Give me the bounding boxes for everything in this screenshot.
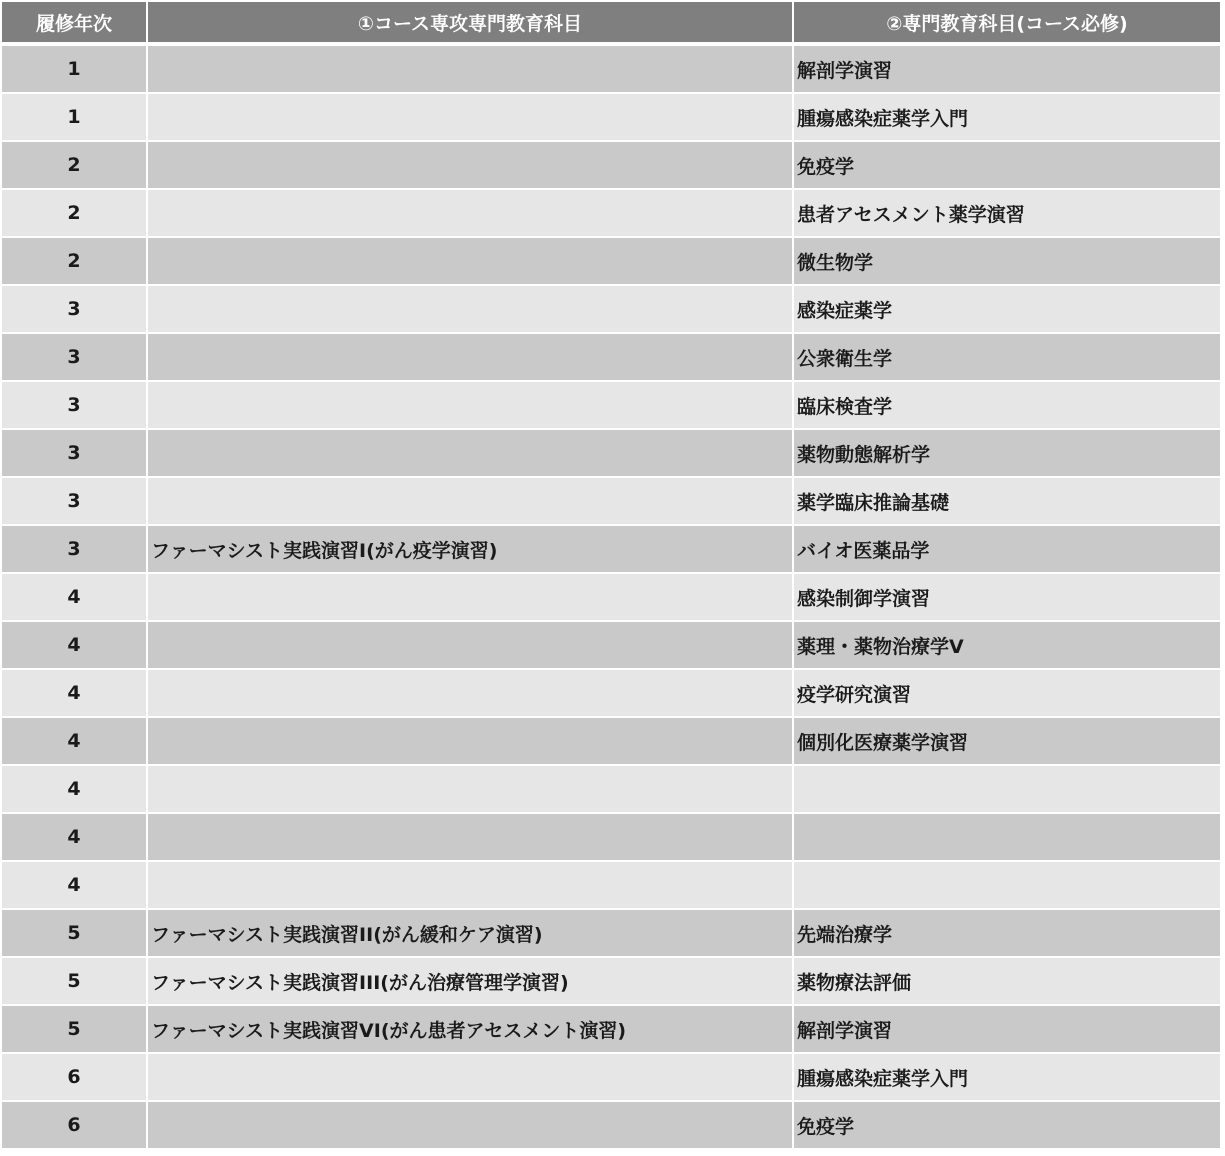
course-major-cell [148, 574, 794, 622]
table-row [2, 430, 1220, 478]
year-cell: 4 [2, 574, 148, 622]
course-required-cell: 微生物学 [794, 238, 1220, 286]
header-row [2, 2, 1220, 46]
course-major-cell [148, 286, 794, 334]
course-required-cell: 腫瘍感染症薬学入門 [794, 1054, 1220, 1102]
course-major-cell: ファーマシスト実践演習VI(がん患者アセスメント演習) [148, 1006, 794, 1054]
year-cell: 5 [2, 1006, 148, 1054]
course-required-cell: 先端治療学 [794, 910, 1220, 958]
year-cell: 3 [2, 286, 148, 334]
table-row [2, 46, 1220, 94]
year-cell: 3 [2, 430, 148, 478]
table-row [2, 1054, 1220, 1102]
year-cell: 6 [2, 1102, 148, 1150]
course-required-cell: 感染症薬学 [794, 286, 1220, 334]
table-row [2, 142, 1220, 190]
course-major-cell [148, 718, 794, 766]
course-major-cell [148, 478, 794, 526]
year-cell: 4 [2, 622, 148, 670]
course-required-cell: バイオ医薬品学 [794, 526, 1220, 574]
table-row [2, 526, 1220, 574]
table-row [2, 622, 1220, 670]
table-row [2, 862, 1220, 910]
course-required-cell [794, 862, 1220, 910]
course-major-cell [148, 622, 794, 670]
course-major-cell [148, 238, 794, 286]
table-row [2, 574, 1220, 622]
course-major-cell: ファーマシスト実践演習III(がん治療管理学演習) [148, 958, 794, 1006]
year-cell: 4 [2, 718, 148, 766]
course-required-cell: 薬物療法評価 [794, 958, 1220, 1006]
course-major-cell [148, 862, 794, 910]
table-row [2, 718, 1220, 766]
table-row [2, 334, 1220, 382]
course-required-cell: 解剖学演習 [794, 1006, 1220, 1054]
table-row [2, 286, 1220, 334]
course-major-cell [148, 1102, 794, 1150]
course-required-cell: 薬理・薬物治療学V [794, 622, 1220, 670]
table-row [2, 958, 1220, 1006]
table-body [2, 46, 1220, 1150]
year-cell: 1 [2, 94, 148, 142]
table-row [2, 190, 1220, 238]
table-row [2, 1006, 1220, 1054]
year-cell: 2 [2, 190, 148, 238]
course-required-cell [794, 766, 1220, 814]
table-header [2, 2, 1220, 46]
course-major-cell: ファーマシスト実践演習I(がん疫学演習) [148, 526, 794, 574]
header-course-major: ①コース専攻専門教育科目 [148, 2, 794, 46]
year-cell: 6 [2, 1054, 148, 1102]
course-required-cell: 臨床検査学 [794, 382, 1220, 430]
year-cell: 4 [2, 862, 148, 910]
course-major-cell [148, 766, 794, 814]
year-cell: 3 [2, 478, 148, 526]
table-row [2, 1102, 1220, 1150]
course-required-cell: 患者アセスメント薬学演習 [794, 190, 1220, 238]
year-cell: 1 [2, 46, 148, 94]
course-required-cell: 薬学臨床推論基礎 [794, 478, 1220, 526]
year-cell: 3 [2, 382, 148, 430]
curriculum-table [2, 2, 1220, 1150]
year-cell: 3 [2, 334, 148, 382]
course-major-cell [148, 46, 794, 94]
course-major-cell [148, 430, 794, 478]
course-major-cell [148, 814, 794, 862]
course-major-cell [148, 334, 794, 382]
year-cell: 5 [2, 958, 148, 1006]
course-major-cell [148, 382, 794, 430]
course-required-cell: 公衆衛生学 [794, 334, 1220, 382]
year-cell: 2 [2, 142, 148, 190]
course-required-cell: 免疫学 [794, 1102, 1220, 1150]
table-row [2, 766, 1220, 814]
table-row [2, 814, 1220, 862]
table-row [2, 382, 1220, 430]
course-major-cell [148, 190, 794, 238]
table-row [2, 910, 1220, 958]
table-row [2, 94, 1220, 142]
course-required-cell: 免疫学 [794, 142, 1220, 190]
course-required-cell [794, 814, 1220, 862]
header-course-required: ②専門教育科目(コース必修) [794, 2, 1220, 46]
year-cell: 4 [2, 766, 148, 814]
course-major-cell [148, 142, 794, 190]
course-major-cell [148, 670, 794, 718]
course-required-cell: 感染制御学演習 [794, 574, 1220, 622]
course-required-cell: 腫瘍感染症薬学入門 [794, 94, 1220, 142]
course-major-cell: ファーマシスト実践演習II(がん緩和ケア演習) [148, 910, 794, 958]
table-row [2, 670, 1220, 718]
year-cell: 5 [2, 910, 148, 958]
course-major-cell [148, 1054, 794, 1102]
course-required-cell: 薬物動態解析学 [794, 430, 1220, 478]
table-row [2, 478, 1220, 526]
header-year: 履修年次 [2, 2, 148, 46]
course-required-cell: 解剖学演習 [794, 46, 1220, 94]
table-row [2, 238, 1220, 286]
course-required-cell: 個別化医療薬学演習 [794, 718, 1220, 766]
course-major-cell [148, 94, 794, 142]
year-cell: 3 [2, 526, 148, 574]
year-cell: 2 [2, 238, 148, 286]
course-required-cell: 疫学研究演習 [794, 670, 1220, 718]
year-cell: 4 [2, 670, 148, 718]
year-cell: 4 [2, 814, 148, 862]
